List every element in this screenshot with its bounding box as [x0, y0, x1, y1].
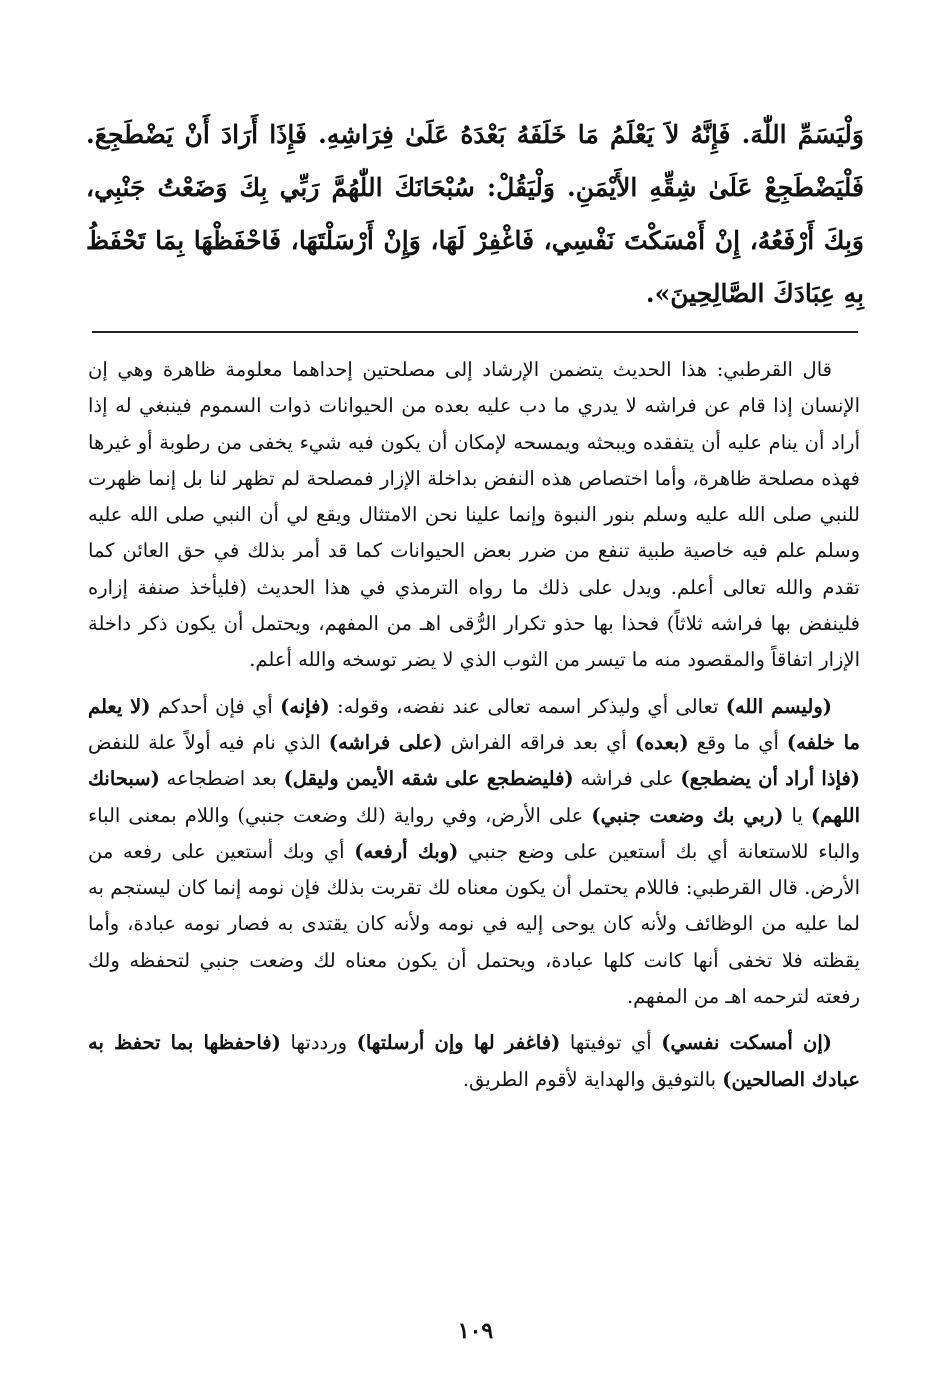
commentary-text: بعد اضطجاعه — [159, 767, 284, 791]
quoted-phrase: (وليسم الله) — [725, 694, 832, 718]
quoted-phrase: (وبك أرفعه) — [354, 839, 459, 863]
commentary-text: الذي نام فيه أولاً علة للنفض — [88, 730, 329, 754]
quoted-phrase: (فليضطجع على شقه الأيمن وليقل) — [283, 767, 574, 791]
separator-line — [92, 331, 858, 333]
commentary-text: ورددتها — [280, 1031, 357, 1055]
quoted-phrase: (فإذا أراد أن يضطجع) — [680, 767, 860, 791]
commentary-text: أي بعد فراقه الفراش — [442, 730, 635, 754]
commentary-section — [88, 352, 860, 1098]
quoted-phrase: (على فراشه) — [328, 730, 443, 754]
commentary-text: أي ما وقع — [688, 730, 787, 754]
commentary-paragraph-1: قال القرطبي: هذا الحديث يتضمن الإرشاد إلى مصلحتين إحداهما معلومة ظاهرة وهي إن الإنسان إذا قام عن فراشه لا يدري ما دب عليه بعده من الحيوانات ذوات السموم فينبغي له إذا أراد أن ينام عليه أن يتفقده ويبحثه ويمسحه لإمكان أن يكون فيه شيء يخفى من رطوبة أو غيرها فهذه مصلحة ظاهرة، وأما اختصاص هذه النفض بداخلة الإزار فمصلحة لم تظهر لنا بل إنما ظهرت للنبي صلى الله عليه وسلم بنور النبوة وإنما علينا نحن الامتثال ويقع لي أن النبي صلى الله عليه وسلم علم فيه خاصية طبية تنفع من ضرر بعض الحيوانات كما قد أمر بذلك في حق العائن كما تقدم والله تعالى أعلم. ويدل على ذلك ما رواه الترمذي في هذا الحديث (فليأخذ صنفة إزاره فلينفض بها فراشه ثلاثاً) فحذا بها حذو تكرار الرُّقى اهـ من المفهم، ويحتمل أن يكون ذكر داخلة الإزار اتفاقاً والمقصود منه ما تيسر من الثوب الذي لا يضر توسخه والله أعلم. — [88, 358, 860, 672]
commentary-paragraph-3 — [88, 1025, 860, 1098]
quoted-phrase: (فاغفر لها وإن أرسلتها) — [356, 1031, 561, 1055]
commentary-text: أي وبك أستعين على رفعه من الأرض. قال القرطبي: فاللام يحتمل أن يكون معناه لك تقربت بذلك فإن نومه إنما كان ليستجم به لما عليه من الوظائف ولأنه كان يوحى إليه في نومه ولأنه كان يقتدى به فصار نومه عبادة، وأما يقظته فلا تخفى أنها كانت كلها عبادة، ويحتمل أن يكون معناه لك وضعت جنبي لتحفظه ولك رفعته لترحمه اهـ من المفهم. — [88, 839, 860, 1009]
quoted-phrase: (بعده) — [634, 730, 689, 754]
commentary-text: على فراشه — [573, 767, 681, 791]
quoted-phrase: (إن أمسكت نفسي) — [661, 1031, 832, 1055]
quoted-phrase: (سبحانك اللهم) — [88, 767, 861, 827]
commentary-text: أي توفيتها — [560, 1031, 662, 1055]
commentary-text: أي فإن أحدكم — [150, 694, 281, 718]
quoted-phrase: (ربي بك وضعت جنبي) — [591, 803, 784, 827]
quoted-phrase: (لا يعلم ما خلفه) — [88, 694, 860, 754]
quoted-phrase: (فاحفظها بما تحفظ به عبادك الصالحين) — [88, 1031, 860, 1091]
commentary-paragraph-2 — [88, 689, 860, 1016]
hadith-text: وَلْيَسَمِّ اللّٰهَ. فَإِنَّهُ لاَ يَعْلَمُ مَا خَلَفَهُ بَعْدَهُ عَلَىٰ فِرَاشِهِ. فَإِذَا أَرَادَ أَنْ يَضْطَجِعَ. فَلْيَضْطَجِعْ عَلَىٰ شِقِّهِ الأَيْمَنِ. وَلْيَقُلْ: سُبْحَانَكَ اللّٰهُمَّ رَبِّي بِكَ وَضَعْتُ جَنْبِي، وَبِكَ أَرْفَعُهُ، إِنْ أَمْسَكْتَ نَفْسِي، فَاغْفِرْ لَهَا، وَإِنْ أَرْسَلْتَهَا، فَاحْفَظْهَا بِمَا تَحْفَظُ بِهِ عِبَادَكَ الصَّالِحِينَ». — [86, 120, 864, 308]
commentary-text: على الأرض، وفي رواية (لك وضعت جنبي) واللام بمعنى الباء والباء للاستعانة أي بك أستعين على وضع جنبي — [88, 803, 860, 863]
page-number: ١٠٩ — [457, 1318, 494, 1344]
commentary-text: بالتوفيق والهداية لأقوم الطريق. — [462, 1067, 723, 1091]
commentary-text: يا — [783, 803, 811, 827]
commentary-text: تعالى أي وليذكر اسمه تعالى عند نفضه، وقوله: — [329, 694, 726, 718]
quoted-phrase: (فإنه) — [280, 694, 330, 718]
